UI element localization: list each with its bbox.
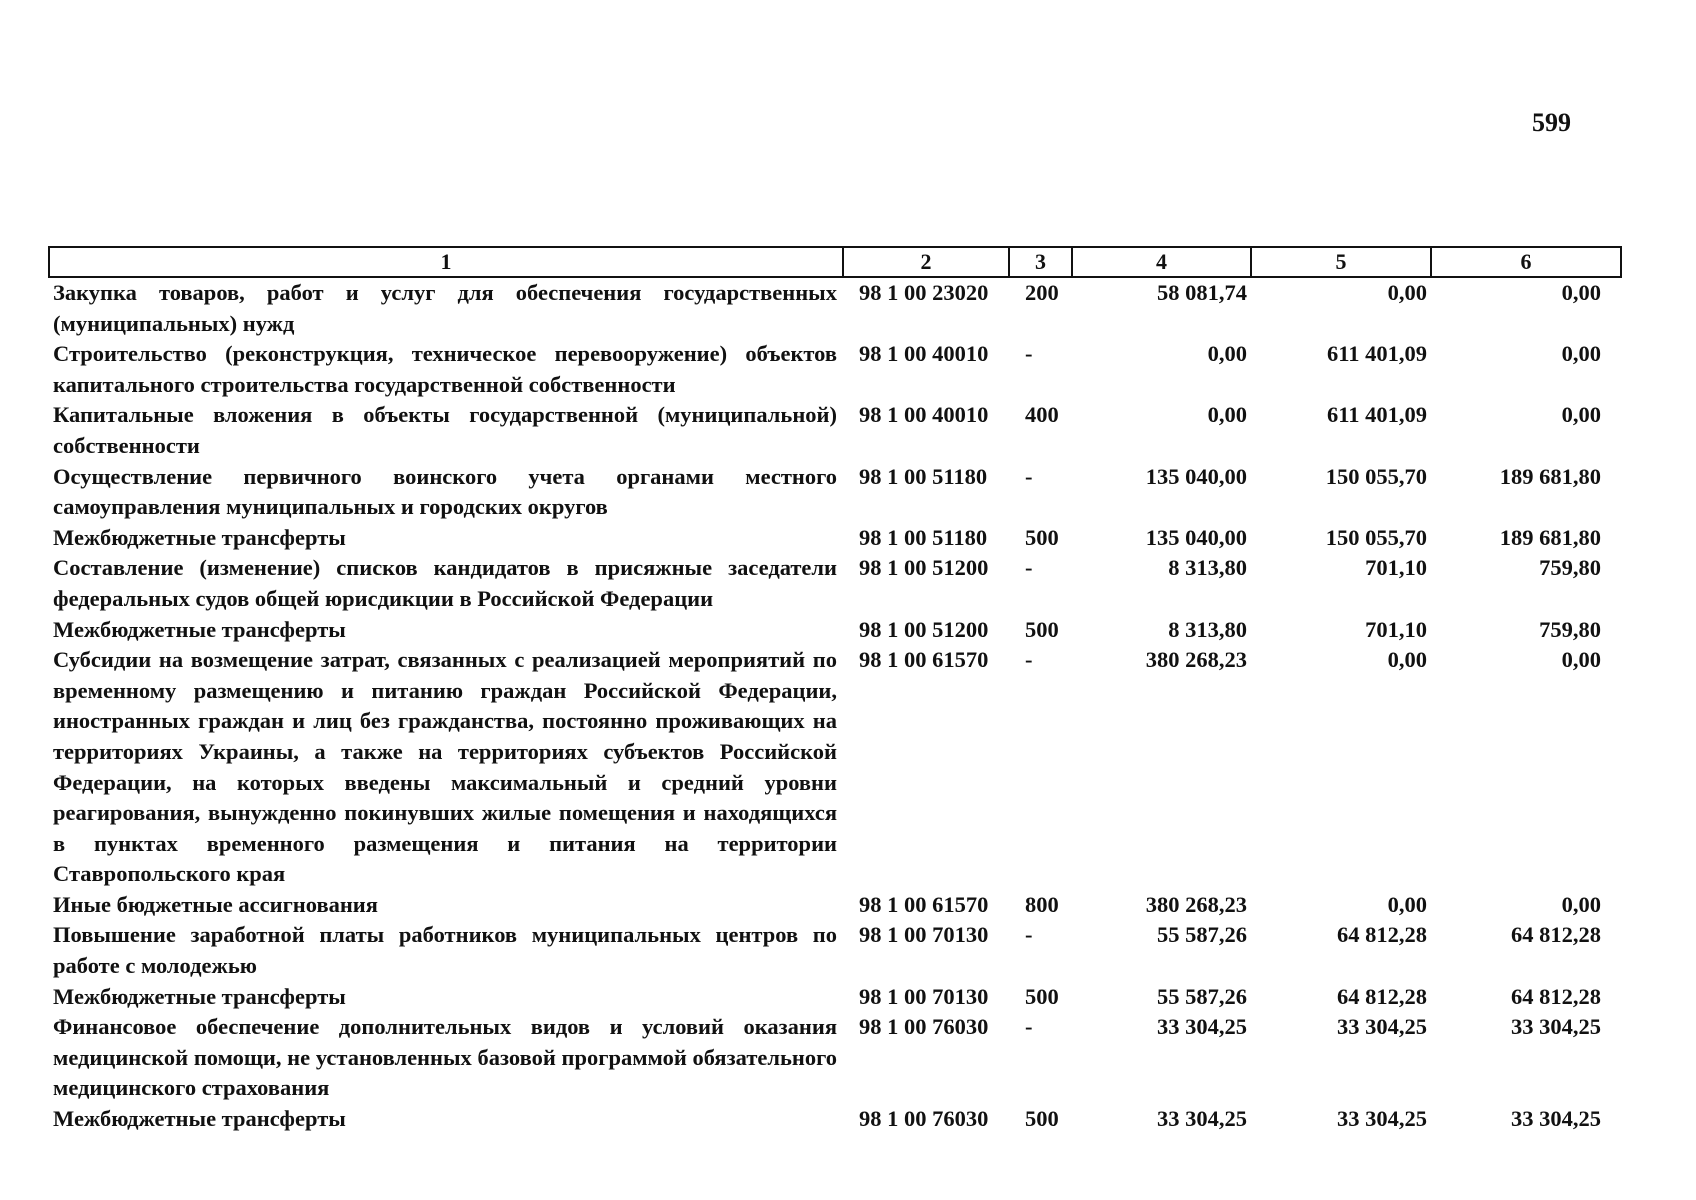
row-expense-type: -: [1025, 341, 1033, 367]
row-value-col6: 0,00: [1561, 891, 1601, 917]
row-value-col5: 0,00: [1387, 647, 1427, 673]
row-expense-type: -: [1025, 647, 1033, 673]
row-value-col4: 55 587,26: [1157, 983, 1247, 1009]
row-value-col6: 0,00: [1561, 341, 1601, 367]
row-value-col6: 759,80: [1539, 616, 1601, 642]
row-name: Осуществление первичного воинского учета органами местного самоуправления муниципальных и городских округов: [53, 463, 837, 520]
row-value-col6: 64 812,28: [1511, 983, 1601, 1009]
row-value-col4: 380 268,23: [1145, 891, 1247, 917]
row-value-col4: 0,00: [1207, 402, 1247, 428]
row-value-col5: 33 304,25: [1337, 1106, 1427, 1132]
row-value-col6: 759,80: [1539, 555, 1601, 581]
row-value-col5: 33 304,25: [1337, 1014, 1427, 1040]
row-name: Межбюджетные трансферты: [53, 616, 346, 642]
row-name: Составление (изменение) списков кандидатов в присяжные заседатели федеральных судов общей юрисдикции в Российской Федерации: [53, 555, 837, 611]
table-row: [49, 615, 1621, 646]
row-code: 98 1 00 23020: [859, 280, 989, 305]
row-expense-type: 800: [1025, 891, 1059, 917]
row-value-col4: 135 040,00: [1145, 463, 1247, 489]
table-row: [49, 890, 1621, 921]
row-value-col5: 150 055,70: [1325, 463, 1427, 489]
row-value-col5: 0,00: [1387, 280, 1427, 305]
header-col-6: 6: [1431, 247, 1621, 277]
row-value-col6: 189 681,80: [1499, 463, 1601, 489]
row-name: Иные бюджетные ассигнования: [53, 891, 378, 917]
row-name: Повышение заработной платы работников муниципальных центров по работе с молодежью: [53, 922, 837, 979]
row-code: 98 1 00 61570: [859, 647, 989, 673]
row-value-col6: 189 681,80: [1499, 524, 1601, 550]
row-value-col6: 33 304,25: [1511, 1106, 1601, 1132]
row-value-col6: 0,00: [1561, 402, 1601, 428]
row-code: 98 1 00 76030: [859, 1014, 989, 1040]
row-value-col5: 64 812,28: [1337, 922, 1427, 948]
row-expense-type: 200: [1025, 280, 1059, 305]
row-expense-type: -: [1025, 463, 1033, 489]
row-value-col4: 380 268,23: [1145, 647, 1247, 673]
row-value-col5: 611 401,09: [1326, 341, 1427, 367]
row-name: Финансовое обеспечение дополнительных видов и условий оказания медицинской помощи, не установленных базовой программой обязательного медицинского страхования: [53, 1014, 837, 1101]
row-name: Капитальные вложения в объекты государственной (муниципальной) собственности: [53, 402, 837, 458]
row-name: Строительство (реконструкция, техническое перевооружение) объектов капитального строительства государственной собственности: [53, 341, 837, 397]
table-body: [49, 277, 1621, 1135]
row-value-col4: 58 081,74: [1157, 280, 1247, 305]
row-value-col4: 8 313,80: [1168, 555, 1247, 581]
header-col-3: 3: [1009, 247, 1072, 277]
table-row: [49, 920, 1621, 981]
row-value-col5: 611 401,09: [1326, 402, 1427, 428]
row-value-col5: 0,00: [1387, 891, 1427, 917]
row-code: 98 1 00 40010: [859, 402, 989, 428]
row-name: Межбюджетные трансферты: [53, 983, 346, 1009]
row-code: 98 1 00 61570: [859, 891, 989, 917]
header-col-1: 1: [49, 247, 843, 277]
row-value-col4: 0,00: [1207, 341, 1247, 367]
table-row: [49, 462, 1621, 523]
row-code: 98 1 00 76030: [859, 1106, 989, 1132]
header-row: [49, 247, 1621, 277]
header-col-2: 2: [843, 247, 1009, 277]
row-value-col4: 55 587,26: [1157, 922, 1247, 948]
row-value-col5: 701,10: [1365, 616, 1427, 642]
row-name: Межбюджетные трансферты: [53, 524, 346, 550]
row-expense-type: 500: [1025, 616, 1059, 642]
row-value-col6: 0,00: [1561, 280, 1601, 305]
table-row: [49, 982, 1621, 1013]
row-name: Межбюджетные трансферты: [53, 1106, 346, 1132]
table-row: [49, 645, 1621, 890]
row-expense-type: 500: [1025, 1106, 1059, 1132]
row-value-col6: 33 304,25: [1511, 1014, 1601, 1040]
page-number: 599: [1532, 108, 1571, 137]
table-row: [49, 523, 1621, 554]
row-value-col4: 33 304,25: [1157, 1106, 1247, 1132]
header-col-4: 4: [1072, 247, 1251, 277]
row-expense-type: 400: [1025, 402, 1059, 428]
row-code: 98 1 00 51180: [859, 463, 988, 489]
row-expense-type: 500: [1025, 983, 1059, 1009]
row-expense-type: -: [1025, 1014, 1033, 1040]
table-header: [49, 247, 1621, 277]
row-expense-type: 500: [1025, 524, 1059, 550]
row-expense-type: -: [1025, 922, 1033, 948]
row-value-col4: 8 313,80: [1168, 616, 1247, 642]
row-value-col4: 33 304,25: [1157, 1014, 1247, 1040]
table-row: [49, 1104, 1621, 1135]
row-value-col4: 135 040,00: [1145, 524, 1247, 550]
table-row: [49, 553, 1621, 614]
row-value-col5: 701,10: [1365, 555, 1427, 581]
row-code: 98 1 00 70130: [859, 922, 989, 948]
table-row: [49, 339, 1621, 400]
header-col-5: 5: [1251, 247, 1431, 277]
table-row: [49, 277, 1621, 339]
row-value-col6: 64 812,28: [1511, 922, 1601, 948]
row-name: Закупка товаров, работ и услуг для обеспечения государственных (муниципальных) нужд: [53, 280, 837, 336]
table-row: [49, 1012, 1621, 1104]
budget-table: [48, 246, 1622, 1135]
row-value-col6: 0,00: [1561, 647, 1601, 673]
row-code: 98 1 00 40010: [859, 341, 989, 367]
row-code: 98 1 00 70130: [859, 983, 989, 1009]
row-code: 98 1 00 51200: [859, 616, 989, 642]
row-code: 98 1 00 51200: [859, 555, 989, 581]
row-expense-type: -: [1025, 555, 1033, 581]
row-name: Субсидии на возмещение затрат, связанных с реализацией мероприятий по временному размещению и питанию граждан Российской Федерации, иностранных граждан и лиц без гражданства, постоянно проживающих на территориях Украины, а также на территориях субъектов Российской Федерации, на которых введены максимальный и средний уровни реагирования, вынужденно покинувших жилые помещения и находящихся в пунктах временного размещения и питания на территории Ставропольского края: [53, 647, 837, 887]
row-value-col5: 64 812,28: [1337, 983, 1427, 1009]
table-row: [49, 400, 1621, 461]
row-value-col5: 150 055,70: [1325, 524, 1427, 550]
row-code: 98 1 00 51180: [859, 524, 988, 550]
